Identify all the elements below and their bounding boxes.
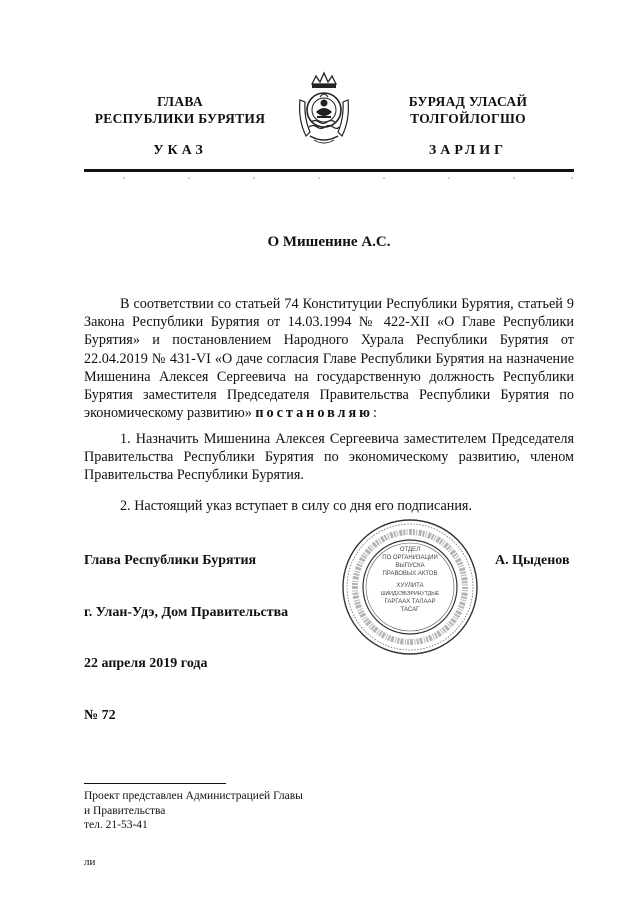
seal-line-5: ХУУЛИТА xyxy=(396,583,424,589)
signing-place: г. Улан-Удэ, Дом Правительства xyxy=(84,605,289,620)
header-rule xyxy=(84,169,574,172)
header-dotted-line xyxy=(84,176,574,180)
seal-line-8: ТАСАГ xyxy=(400,607,420,613)
seal-line-7: ГАРГААХ ТАЛААР xyxy=(384,599,436,605)
header-left xyxy=(80,93,280,127)
preamble-text: В соответствии со статьей 74 Конституции Республики Бурятия, статьей 9 Закона Республики Бурятия от 14.03.1994 № 422-XII «О Главе Республики Бурятия» и постановлением Народного Хурала Республики Бурятия от 22.04.2019 № 431-VI «О даче согласия Главе Республики Бурятия на назначение Мишенина Алексея Сергеевича на государственную должность Республики Бурятия заместителя Председателя Правительства Республики Бурятия по экономическому развитию» xyxy=(84,296,574,422)
decree-number: № 72 xyxy=(84,708,116,723)
document-title: О Мишенине А.С. xyxy=(267,234,391,250)
doc-type-right: ЗАРЛИГ xyxy=(428,143,508,158)
header-left-line2: РЕСПУБЛИКИ БУРЯТИЯ xyxy=(94,111,266,126)
executor-initials: ли xyxy=(84,856,96,868)
seal-line-6: ШИИДХЭБЭРИНУТДЫЕ xyxy=(380,591,440,597)
signing-date: 22 апреля 2019 года xyxy=(84,656,208,671)
seal-line-4: ПРАВОВЫХ АКТОВ xyxy=(382,571,438,577)
paragraph-preamble xyxy=(84,295,574,422)
official-seal xyxy=(340,517,480,657)
signatory-position: Глава Республики Бурятия xyxy=(84,553,257,568)
header-right-line1: БУРЯАД УЛАСАЙ xyxy=(408,94,528,109)
seal-line-1: ОТДЕЛ xyxy=(399,547,421,553)
doc-type-left: УКАЗ xyxy=(153,143,207,158)
seal-line-2: ПО ОРГАНИЗАЦИИ xyxy=(382,555,438,561)
paragraph-item-1: 1. Назначить Мишенина Алексея Сергеевича заместителем Председателя Правительства Республики Бурятия по экономическому развитию, членом Правительства Республики Бурятия. xyxy=(84,431,574,484)
preamble-end: : xyxy=(373,405,377,422)
preamble-emphasis: постановляю xyxy=(255,405,374,422)
header-right xyxy=(368,93,568,127)
footer-phone: тел. 21-53-41 xyxy=(84,819,148,831)
paragraph-item-2: 2. Настоящий указ вступает в силу со дня его подписания. xyxy=(120,498,473,514)
signatory-name: А. Цыденов xyxy=(495,553,570,568)
footer-note xyxy=(84,789,303,833)
footer-line-2: и Правительства xyxy=(84,804,166,817)
footer-rule xyxy=(84,783,226,784)
seal-line-3: ВЫПУСКА xyxy=(395,563,425,569)
header-left-line1: ГЛАВА xyxy=(157,94,203,109)
header-right-line2: ТОЛГОЙЛОГШО xyxy=(410,111,526,126)
footer-line-1: Проект представлен Администрацией Главы xyxy=(84,790,303,802)
coat-of-arms-emblem xyxy=(296,70,352,148)
